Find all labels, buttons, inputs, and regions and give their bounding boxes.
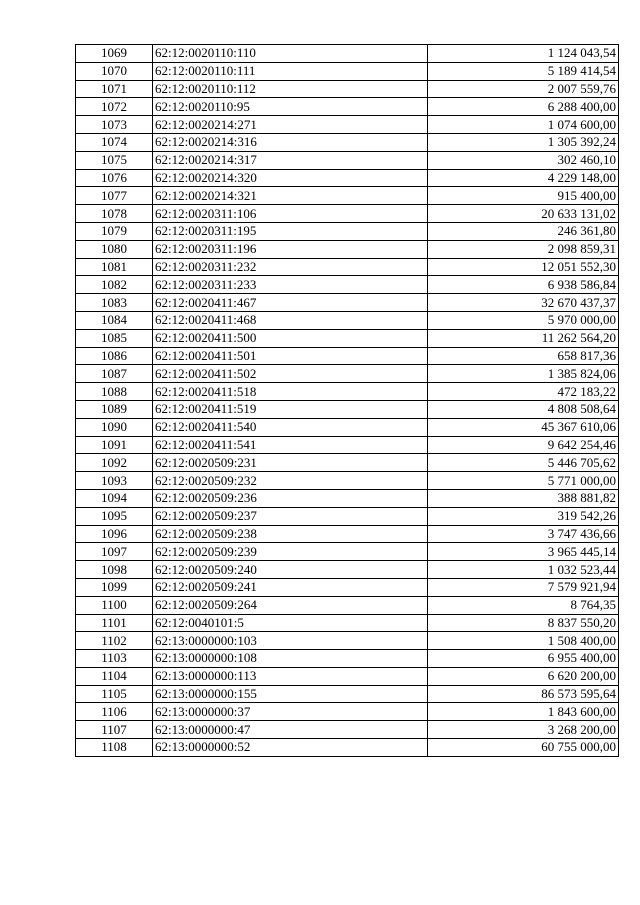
cadastral-number-cell: 62:12:0020509:237	[153, 507, 428, 525]
row-number-cell: 1088	[76, 383, 153, 401]
cadastral-value-cell: 20 633 131,02	[428, 205, 619, 223]
row-number-cell: 1095	[76, 507, 153, 525]
cadastral-number-cell: 62:12:0020411:468	[153, 311, 428, 329]
row-number-cell: 1096	[76, 525, 153, 543]
table-row	[76, 276, 619, 294]
table-row	[76, 116, 619, 134]
row-number-cell: 1076	[76, 169, 153, 187]
table-row	[76, 507, 619, 525]
row-number-cell: 1078	[76, 205, 153, 223]
row-number-cell: 1069	[76, 45, 153, 63]
cadastral-value-cell: 4 229 148,00	[428, 169, 619, 187]
row-number-cell: 1087	[76, 365, 153, 383]
table-row	[76, 151, 619, 169]
table-row	[76, 667, 619, 685]
cadastral-value-cell: 2 007 559,76	[428, 80, 619, 98]
cadastral-number-cell: 62:12:0020214:321	[153, 187, 428, 205]
row-number-cell: 1093	[76, 472, 153, 490]
table-row	[76, 187, 619, 205]
cadastral-number-cell: 62:12:0020411:518	[153, 383, 428, 401]
cadastral-value-cell: 915 400,00	[428, 187, 619, 205]
cadastral-number-cell: 62:12:0020214:271	[153, 116, 428, 134]
cadastral-number-cell: 62:13:0000000:52	[153, 739, 428, 757]
cadastral-value-cell: 319 542,26	[428, 507, 619, 525]
table-row	[76, 222, 619, 240]
row-number-cell: 1074	[76, 133, 153, 151]
table-row	[76, 650, 619, 668]
row-number-cell: 1106	[76, 703, 153, 721]
cadastral-number-cell: 62:13:0000000:113	[153, 667, 428, 685]
cadastral-value-cell: 6 938 586,84	[428, 276, 619, 294]
row-number-cell: 1103	[76, 650, 153, 668]
cadastral-value-cell: 5 189 414,54	[428, 62, 619, 80]
cadastral-number-cell: 62:12:0020509:241	[153, 578, 428, 596]
cadastral-number-cell: 62:12:0020411:501	[153, 347, 428, 365]
cadastral-value-cell: 1 074 600,00	[428, 116, 619, 134]
cadastral-number-cell: 62:12:0020311:196	[153, 240, 428, 258]
table-row	[76, 721, 619, 739]
cadastral-number-cell: 62:13:0000000:37	[153, 703, 428, 721]
cadastral-value-cell: 1 032 523,44	[428, 561, 619, 579]
table-row	[76, 169, 619, 187]
cadastral-number-cell: 62:12:0020411:541	[153, 436, 428, 454]
cadastral-number-cell: 62:12:0020311:195	[153, 222, 428, 240]
cadastral-number-cell: 62:12:0020110:112	[153, 80, 428, 98]
cadastral-value-cell: 1 843 600,00	[428, 703, 619, 721]
row-number-cell: 1075	[76, 151, 153, 169]
cadastral-value-cell: 6 955 400,00	[428, 650, 619, 668]
cadastral-number-cell: 62:12:0020214:317	[153, 151, 428, 169]
cadastral-value-cell: 658 817,36	[428, 347, 619, 365]
row-number-cell: 1081	[76, 258, 153, 276]
table-row	[76, 543, 619, 561]
cadastral-number-cell: 62:12:0020509:264	[153, 596, 428, 614]
table-row	[76, 614, 619, 632]
table-row	[76, 98, 619, 116]
cadastral-value-cell: 1 305 392,24	[428, 133, 619, 151]
row-number-cell: 1079	[76, 222, 153, 240]
table-row	[76, 632, 619, 650]
cadastral-number-cell: 62:12:0020509:239	[153, 543, 428, 561]
row-number-cell: 1108	[76, 739, 153, 757]
table-row	[76, 133, 619, 151]
row-number-cell: 1072	[76, 98, 153, 116]
cadastral-value-cell: 9 642 254,46	[428, 436, 619, 454]
cadastral-value-cell: 472 183,22	[428, 383, 619, 401]
table-row	[76, 472, 619, 490]
table-row	[76, 80, 619, 98]
cadastral-value-cell: 3 965 445,14	[428, 543, 619, 561]
row-number-cell: 1099	[76, 578, 153, 596]
row-number-cell: 1098	[76, 561, 153, 579]
row-number-cell: 1101	[76, 614, 153, 632]
cadastral-value-cell: 11 262 564,20	[428, 329, 619, 347]
cadastral-number-cell: 62:13:0000000:103	[153, 632, 428, 650]
table-row	[76, 561, 619, 579]
cadastral-number-cell: 62:12:0020411:519	[153, 400, 428, 418]
cadastral-value-cell: 1 508 400,00	[428, 632, 619, 650]
cadastral-number-cell: 62:12:0020411:500	[153, 329, 428, 347]
table-row	[76, 62, 619, 80]
row-number-cell: 1082	[76, 276, 153, 294]
cadastral-value-cell: 3 268 200,00	[428, 721, 619, 739]
cadastral-number-cell: 62:12:0020214:320	[153, 169, 428, 187]
table-row	[76, 365, 619, 383]
row-number-cell: 1097	[76, 543, 153, 561]
table-row	[76, 739, 619, 757]
cadastral-value-cell: 5 970 000,00	[428, 311, 619, 329]
cadastral-value-cell: 388 881,82	[428, 489, 619, 507]
row-number-cell: 1073	[76, 116, 153, 134]
row-number-cell: 1085	[76, 329, 153, 347]
row-number-cell: 1092	[76, 454, 153, 472]
cadastral-value-cell: 86 573 595,64	[428, 685, 619, 703]
cadastral-number-cell: 62:13:0000000:47	[153, 721, 428, 739]
row-number-cell: 1105	[76, 685, 153, 703]
cadastral-number-cell: 62:12:0020411:540	[153, 418, 428, 436]
cadastral-value-cell: 1 385 824,06	[428, 365, 619, 383]
row-number-cell: 1102	[76, 632, 153, 650]
cadastral-value-cell: 3 747 436,66	[428, 525, 619, 543]
table-row	[76, 347, 619, 365]
cadastral-number-cell: 62:12:0020214:316	[153, 133, 428, 151]
table-row	[76, 258, 619, 276]
table-row	[76, 205, 619, 223]
row-number-cell: 1104	[76, 667, 153, 685]
table-row	[76, 596, 619, 614]
cadastral-value-cell: 246 361,80	[428, 222, 619, 240]
table-row	[76, 418, 619, 436]
cadastral-value-cell: 5 771 000,00	[428, 472, 619, 490]
row-number-cell: 1084	[76, 311, 153, 329]
cadastral-number-cell: 62:13:0000000:108	[153, 650, 428, 668]
table-row	[76, 525, 619, 543]
cadastral-number-cell: 62:12:0040101:5	[153, 614, 428, 632]
row-number-cell: 1070	[76, 62, 153, 80]
cadastral-value-cell: 6 620 200,00	[428, 667, 619, 685]
row-number-cell: 1071	[76, 80, 153, 98]
table-row	[76, 454, 619, 472]
cadastral-value-cell: 8 837 550,20	[428, 614, 619, 632]
cadastral-value-cell: 60 755 000,00	[428, 739, 619, 757]
table-row	[76, 489, 619, 507]
cadastral-number-cell: 62:12:0020311:106	[153, 205, 428, 223]
row-number-cell: 1086	[76, 347, 153, 365]
cadastral-number-cell: 62:12:0020509:232	[153, 472, 428, 490]
cadastral-number-cell: 62:12:0020509:231	[153, 454, 428, 472]
table-body	[76, 45, 619, 757]
table-row	[76, 240, 619, 258]
cadastral-number-cell: 62:12:0020411:502	[153, 365, 428, 383]
cadastral-number-cell: 62:12:0020311:233	[153, 276, 428, 294]
cadastral-value-cell: 4 808 508,64	[428, 400, 619, 418]
table-row	[76, 436, 619, 454]
row-number-cell: 1107	[76, 721, 153, 739]
cadastral-value-table	[75, 44, 619, 757]
table-row	[76, 578, 619, 596]
row-number-cell: 1094	[76, 489, 153, 507]
row-number-cell: 1077	[76, 187, 153, 205]
cadastral-value-cell: 1 124 043,54	[428, 45, 619, 63]
row-number-cell: 1083	[76, 294, 153, 312]
cadastral-value-cell: 6 288 400,00	[428, 98, 619, 116]
table-row	[76, 329, 619, 347]
cadastral-number-cell: 62:12:0020509:238	[153, 525, 428, 543]
cadastral-number-cell: 62:12:0020110:111	[153, 62, 428, 80]
table-row	[76, 294, 619, 312]
row-number-cell: 1080	[76, 240, 153, 258]
cadastral-value-cell: 8 764,35	[428, 596, 619, 614]
table-row	[76, 383, 619, 401]
cadastral-number-cell: 62:12:0020509:236	[153, 489, 428, 507]
cadastral-value-cell: 45 367 610,06	[428, 418, 619, 436]
cadastral-value-cell: 7 579 921,94	[428, 578, 619, 596]
cadastral-number-cell: 62:12:0020509:240	[153, 561, 428, 579]
cadastral-number-cell: 62:12:0020110:110	[153, 45, 428, 63]
table-row	[76, 45, 619, 63]
cadastral-number-cell: 62:12:0020411:467	[153, 294, 428, 312]
row-number-cell: 1089	[76, 400, 153, 418]
row-number-cell: 1091	[76, 436, 153, 454]
row-number-cell: 1100	[76, 596, 153, 614]
cadastral-value-cell: 5 446 705,62	[428, 454, 619, 472]
table-row	[76, 311, 619, 329]
cadastral-value-cell: 32 670 437,37	[428, 294, 619, 312]
cadastral-value-cell: 2 098 859,31	[428, 240, 619, 258]
cadastral-number-cell: 62:13:0000000:155	[153, 685, 428, 703]
cadastral-value-cell: 302 460,10	[428, 151, 619, 169]
table-row	[76, 685, 619, 703]
table-row	[76, 703, 619, 721]
cadastral-number-cell: 62:12:0020110:95	[153, 98, 428, 116]
cadastral-number-cell: 62:12:0020311:232	[153, 258, 428, 276]
cadastral-value-cell: 12 051 552,30	[428, 258, 619, 276]
table-row	[76, 400, 619, 418]
row-number-cell: 1090	[76, 418, 153, 436]
